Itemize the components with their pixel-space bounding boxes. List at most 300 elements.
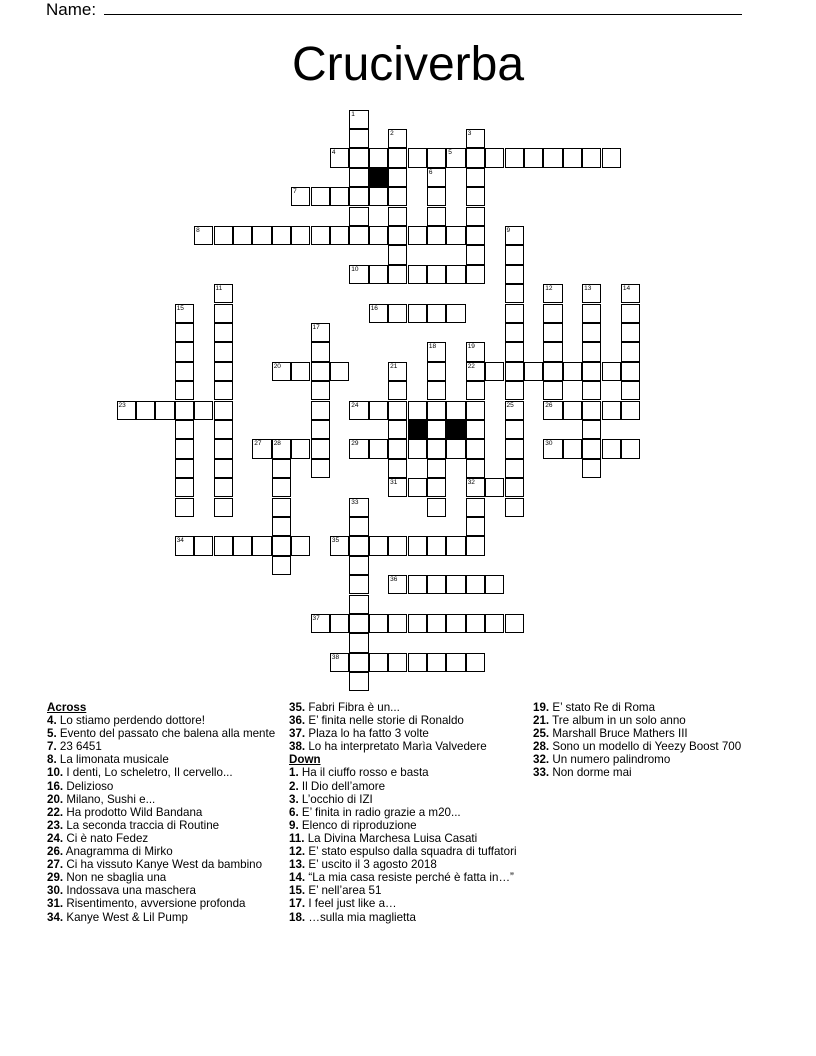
grid-cell[interactable]	[175, 498, 194, 517]
grid-cell[interactable]	[427, 148, 446, 167]
grid-cell[interactable]	[311, 381, 330, 400]
clue-number: 38.	[289, 740, 306, 754]
grid-cell[interactable]	[543, 401, 562, 420]
grid-cell[interactable]	[349, 653, 368, 672]
grid-cell[interactable]	[214, 226, 233, 245]
grid-cell[interactable]	[369, 401, 388, 420]
grid-cell[interactable]	[408, 478, 427, 497]
grid-cell[interactable]	[369, 265, 388, 284]
clues-column-1	[47, 701, 279, 924]
clue-text: Lo ha interpretato Marìa Valvedere	[305, 740, 487, 754]
grid-cell[interactable]	[388, 265, 407, 284]
grid-cell[interactable]	[349, 595, 368, 614]
grid-cell[interactable]	[446, 439, 465, 458]
grid-cell[interactable]	[272, 478, 291, 497]
page-title: Cruciverba	[291, 38, 525, 91]
grid-cell[interactable]	[330, 536, 349, 555]
grid-cell[interactable]	[466, 245, 485, 264]
grid-cell[interactable]	[543, 362, 562, 381]
grid-cell[interactable]	[388, 439, 407, 458]
grid-cell[interactable]	[214, 381, 233, 400]
grid-cell[interactable]	[408, 439, 427, 458]
grid-cell[interactable]	[524, 362, 543, 381]
grid-cell[interactable]	[311, 459, 330, 478]
grid-cell[interactable]	[621, 362, 640, 381]
grid-cell[interactable]	[505, 420, 524, 439]
grid-cell[interactable]	[427, 459, 446, 478]
grid-cell[interactable]	[369, 304, 388, 323]
grid-cell[interactable]	[311, 342, 330, 361]
clue-number: 12.	[289, 845, 306, 859]
grid-cell[interactable]	[349, 633, 368, 652]
clue	[289, 858, 527, 871]
grid-cell[interactable]	[214, 323, 233, 342]
grid-cell[interactable]	[369, 439, 388, 458]
grid-cell[interactable]	[349, 110, 368, 129]
grid-cell[interactable]	[388, 207, 407, 226]
clue-text: Un numero palindromo	[549, 753, 671, 767]
grid-cell[interactable]	[543, 381, 562, 400]
grid-cell[interactable]	[349, 187, 368, 206]
grid-cell[interactable]	[543, 439, 562, 458]
grid-cell[interactable]	[427, 498, 446, 517]
clue-text: Ha prodotto Wild Bandana	[63, 805, 203, 819]
clue-number: 28.	[533, 740, 550, 754]
grid-cell[interactable]	[582, 284, 601, 303]
grid-cell[interactable]	[349, 401, 368, 420]
grid-cell[interactable]	[446, 226, 465, 245]
grid-cell[interactable]	[388, 168, 407, 187]
grid-cell[interactable]	[272, 362, 291, 381]
grid-cell[interactable]	[485, 614, 504, 633]
grid-cell[interactable]	[466, 459, 485, 478]
grid-cell[interactable]	[369, 536, 388, 555]
grid-cell[interactable]	[175, 304, 194, 323]
clue-text: Indossava una maschera	[63, 884, 196, 898]
clue	[533, 753, 765, 766]
grid-cell[interactable]	[505, 362, 524, 381]
clue-number: 23	[118, 401, 126, 409]
crossword-grid	[117, 110, 641, 692]
grid-cell[interactable]	[466, 381, 485, 400]
clue-number: 31	[390, 479, 398, 487]
grid-cell[interactable]	[214, 420, 233, 439]
grid-cell[interactable]	[466, 148, 485, 167]
grid-cell[interactable]	[349, 672, 368, 691]
grid-cell[interactable]	[388, 187, 407, 206]
grid-cell[interactable]	[466, 575, 485, 594]
black-cell	[408, 420, 427, 439]
clue-text: “La mia casa resiste perché è fatta in…”	[305, 871, 514, 885]
clue-number: 10	[351, 265, 359, 273]
clue-number: 3.	[289, 792, 299, 806]
grid-cell[interactable]	[621, 284, 640, 303]
grid-cell[interactable]	[349, 498, 368, 517]
grid-cell[interactable]	[349, 207, 368, 226]
clue-number: 37	[312, 614, 320, 622]
grid-cell[interactable]	[349, 556, 368, 575]
grid-cell[interactable]	[602, 148, 621, 167]
grid-cell[interactable]	[272, 459, 291, 478]
grid-cell[interactable]	[214, 536, 233, 555]
grid-cell[interactable]	[349, 575, 368, 594]
grid-cell[interactable]	[505, 148, 524, 167]
grid-cell[interactable]	[175, 342, 194, 361]
grid-cell[interactable]	[427, 362, 446, 381]
grid-cell[interactable]	[136, 401, 155, 420]
grid-cell[interactable]	[466, 536, 485, 555]
clue	[47, 897, 279, 910]
grid-cell[interactable]	[543, 323, 562, 342]
grid-cell[interactable]	[621, 323, 640, 342]
grid-cell[interactable]	[543, 148, 562, 167]
grid-cell[interactable]	[543, 284, 562, 303]
clue-text: Non ne sbaglia una	[63, 871, 167, 885]
clue-number: 22.	[47, 805, 64, 819]
grid-cell[interactable]	[427, 653, 446, 672]
grid-cell[interactable]	[485, 478, 504, 497]
grid-cell[interactable]	[175, 420, 194, 439]
grid-cell[interactable]	[330, 226, 349, 245]
grid-cell[interactable]	[330, 614, 349, 633]
grid-cell[interactable]	[194, 401, 213, 420]
grid-cell[interactable]	[466, 498, 485, 517]
grid-cell[interactable]	[466, 420, 485, 439]
grid-cell[interactable]	[291, 536, 310, 555]
grid-cell[interactable]	[369, 187, 388, 206]
grid-cell[interactable]	[214, 304, 233, 323]
clue-number: 15	[176, 304, 184, 312]
black-cell	[369, 168, 388, 187]
grid-cell[interactable]	[427, 439, 446, 458]
grid-cell[interactable]	[388, 478, 407, 497]
grid-cell[interactable]	[466, 342, 485, 361]
grid-cell[interactable]	[272, 556, 291, 575]
grid-cell[interactable]	[214, 478, 233, 497]
grid-cell[interactable]	[408, 401, 427, 420]
grid-cell[interactable]	[388, 129, 407, 148]
grid-cell[interactable]	[349, 226, 368, 245]
clue-number: 9.	[289, 818, 299, 832]
grid-cell[interactable]	[505, 498, 524, 517]
grid-cell[interactable]	[175, 439, 194, 458]
grid-cell[interactable]	[388, 401, 407, 420]
grid-cell[interactable]	[330, 362, 349, 381]
grid-cell[interactable]	[369, 148, 388, 167]
grid-cell[interactable]	[582, 439, 601, 458]
grid-cell[interactable]	[621, 342, 640, 361]
grid-cell[interactable]	[582, 342, 601, 361]
clue	[47, 884, 279, 897]
grid-cell[interactable]	[427, 478, 446, 497]
grid-cell[interactable]	[427, 575, 446, 594]
name-line[interactable]	[104, 14, 742, 15]
grid-cell[interactable]	[349, 265, 368, 284]
grid-cell[interactable]	[446, 536, 465, 555]
grid-cell[interactable]	[505, 459, 524, 478]
grid-cell[interactable]	[388, 226, 407, 245]
grid-cell[interactable]	[621, 304, 640, 323]
grid-cell[interactable]	[427, 265, 446, 284]
grid-cell[interactable]	[194, 226, 213, 245]
grid-cell[interactable]	[602, 401, 621, 420]
clue-text: Non dorme mai	[549, 766, 632, 780]
grid-cell[interactable]	[330, 148, 349, 167]
clue-number: 25.	[533, 727, 550, 741]
grid-cell[interactable]	[602, 362, 621, 381]
grid-cell[interactable]	[524, 148, 543, 167]
grid-cell[interactable]	[388, 614, 407, 633]
grid-cell[interactable]	[330, 653, 349, 672]
clue-text: Plaza lo ha fatto 3 volte	[305, 727, 429, 741]
grid-cell[interactable]	[446, 148, 465, 167]
grid-cell[interactable]	[175, 381, 194, 400]
grid-cell[interactable]	[214, 459, 233, 478]
grid-cell[interactable]	[427, 304, 446, 323]
clue	[47, 753, 279, 766]
grid-cell[interactable]	[446, 265, 465, 284]
grid-cell[interactable]	[175, 362, 194, 381]
grid-cell[interactable]	[466, 168, 485, 187]
grid-cell[interactable]	[427, 614, 446, 633]
grid-cell[interactable]	[311, 226, 330, 245]
grid-cell[interactable]	[272, 517, 291, 536]
grid-cell[interactable]	[349, 439, 368, 458]
grid-cell[interactable]	[505, 265, 524, 284]
grid-cell[interactable]	[311, 323, 330, 342]
grid-cell[interactable]	[466, 362, 485, 381]
clue	[47, 740, 279, 753]
grid-cell[interactable]	[466, 653, 485, 672]
grid-cell[interactable]	[175, 459, 194, 478]
grid-cell[interactable]	[388, 304, 407, 323]
grid-cell[interactable]	[446, 614, 465, 633]
grid-cell[interactable]	[388, 459, 407, 478]
grid-cell[interactable]	[408, 226, 427, 245]
grid-cell[interactable]	[369, 226, 388, 245]
down-heading: Down	[289, 753, 321, 767]
clue-number: 5	[448, 149, 452, 157]
grid-cell[interactable]	[466, 187, 485, 206]
clue	[289, 819, 527, 832]
clue	[289, 780, 527, 793]
grid-cell[interactable]	[311, 420, 330, 439]
grid-cell[interactable]	[349, 536, 368, 555]
clue-text: Il Dio dell’amore	[298, 779, 386, 793]
grid-cell[interactable]	[505, 304, 524, 323]
grid-cell[interactable]	[466, 614, 485, 633]
grid-cell[interactable]	[388, 362, 407, 381]
grid-cell[interactable]	[505, 401, 524, 420]
grid-cell[interactable]	[563, 439, 582, 458]
grid-cell[interactable]	[272, 439, 291, 458]
grid-cell[interactable]	[582, 381, 601, 400]
grid-cell[interactable]	[427, 226, 446, 245]
clue-text: Milano, Sushi e...	[63, 792, 156, 806]
grid-cell[interactable]	[408, 575, 427, 594]
grid-cell[interactable]	[155, 401, 174, 420]
clue-number: 24.	[47, 831, 64, 845]
grid-cell[interactable]	[233, 226, 252, 245]
grid-cell[interactable]	[582, 304, 601, 323]
grid-cell[interactable]	[582, 323, 601, 342]
grid-cell[interactable]	[311, 362, 330, 381]
grid-cell[interactable]	[252, 439, 271, 458]
grid-cell[interactable]	[349, 614, 368, 633]
grid-cell[interactable]	[349, 148, 368, 167]
clue-number: 2.	[289, 779, 299, 793]
grid-cell[interactable]	[427, 207, 446, 226]
grid-cell[interactable]	[505, 342, 524, 361]
grid-cell[interactable]	[252, 226, 271, 245]
clue-number: 27	[254, 440, 262, 448]
grid-cell[interactable]	[466, 226, 485, 245]
grid-cell[interactable]	[621, 381, 640, 400]
grid-cell[interactable]	[175, 401, 194, 420]
grid-cell[interactable]	[543, 342, 562, 361]
clue-text: Marshall Bruce Mathers III	[549, 727, 688, 741]
grid-cell[interactable]	[446, 575, 465, 594]
grid-cell[interactable]	[214, 362, 233, 381]
grid-cell[interactable]	[621, 439, 640, 458]
clue	[533, 714, 765, 727]
grid-cell[interactable]	[388, 381, 407, 400]
grid-cell[interactable]	[369, 614, 388, 633]
clue-number: 30	[545, 440, 553, 448]
clue-number: 8.	[47, 753, 57, 767]
grid-cell[interactable]	[466, 265, 485, 284]
clue-number: 34	[176, 537, 184, 545]
grid-cell[interactable]	[194, 536, 213, 555]
clue-text: Ha il ciuffo rosso e basta	[298, 766, 429, 780]
grid-cell[interactable]	[466, 129, 485, 148]
grid-cell[interactable]	[427, 536, 446, 555]
grid-cell[interactable]	[427, 342, 446, 361]
grid-cell[interactable]	[311, 187, 330, 206]
grid-cell[interactable]	[214, 498, 233, 517]
grid-cell[interactable]	[582, 459, 601, 478]
grid-cell[interactable]	[485, 575, 504, 594]
grid-cell[interactable]	[214, 439, 233, 458]
grid-cell[interactable]	[582, 401, 601, 420]
grid-cell[interactable]	[466, 478, 485, 497]
grid-cell[interactable]	[291, 362, 310, 381]
clue	[47, 727, 279, 740]
grid-cell[interactable]	[427, 168, 446, 187]
grid-cell[interactable]	[272, 498, 291, 517]
grid-cell[interactable]	[272, 536, 291, 555]
grid-cell[interactable]	[175, 478, 194, 497]
grid-cell[interactable]	[252, 536, 271, 555]
grid-cell[interactable]	[563, 148, 582, 167]
grid-cell[interactable]	[602, 439, 621, 458]
grid-cell[interactable]	[582, 420, 601, 439]
grid-cell[interactable]	[505, 245, 524, 264]
clue	[47, 845, 279, 858]
grid-cell[interactable]	[543, 304, 562, 323]
grid-cell[interactable]	[388, 420, 407, 439]
grid-cell[interactable]	[466, 207, 485, 226]
grid-cell[interactable]	[388, 536, 407, 555]
clue	[47, 819, 279, 832]
grid-cell[interactable]	[388, 653, 407, 672]
grid-cell[interactable]	[349, 517, 368, 536]
grid-cell[interactable]	[408, 653, 427, 672]
grid-cell[interactable]	[621, 401, 640, 420]
grid-cell[interactable]	[214, 342, 233, 361]
grid-cell[interactable]	[291, 226, 310, 245]
grid-cell[interactable]	[427, 187, 446, 206]
clue-text: Anagramma di Mirko	[63, 845, 173, 859]
grid-cell[interactable]	[311, 401, 330, 420]
grid-cell[interactable]	[408, 614, 427, 633]
grid-cell[interactable]	[427, 381, 446, 400]
clue	[289, 727, 527, 740]
grid-cell[interactable]	[446, 401, 465, 420]
grid-cell[interactable]	[427, 401, 446, 420]
grid-cell[interactable]	[505, 323, 524, 342]
grid-cell[interactable]	[505, 381, 524, 400]
grid-cell[interactable]	[408, 304, 427, 323]
grid-cell[interactable]	[349, 168, 368, 187]
grid-cell[interactable]	[214, 401, 233, 420]
grid-cell[interactable]	[466, 439, 485, 458]
grid-cell[interactable]	[446, 653, 465, 672]
grid-cell[interactable]	[485, 148, 504, 167]
grid-cell[interactable]	[311, 614, 330, 633]
grid-cell[interactable]	[466, 517, 485, 536]
grid-cell[interactable]	[388, 148, 407, 167]
grid-cell[interactable]	[485, 362, 504, 381]
grid-cell[interactable]	[446, 304, 465, 323]
grid-cell[interactable]	[582, 362, 601, 381]
grid-cell[interactable]	[563, 362, 582, 381]
grid-cell[interactable]	[505, 614, 524, 633]
grid-cell[interactable]	[175, 323, 194, 342]
grid-cell[interactable]	[505, 284, 524, 303]
grid-cell[interactable]	[505, 226, 524, 245]
grid-cell[interactable]	[388, 245, 407, 264]
grid-cell[interactable]	[388, 575, 407, 594]
grid-cell[interactable]	[408, 148, 427, 167]
grid-cell[interactable]	[175, 536, 194, 555]
grid-cell[interactable]	[563, 401, 582, 420]
grid-cell[interactable]	[272, 226, 291, 245]
grid-cell[interactable]	[505, 439, 524, 458]
grid-cell[interactable]	[291, 187, 310, 206]
grid-cell[interactable]	[233, 536, 252, 555]
grid-cell[interactable]	[505, 478, 524, 497]
grid-cell[interactable]	[349, 129, 368, 148]
clue-number: 30.	[47, 884, 64, 898]
grid-cell[interactable]	[330, 187, 349, 206]
grid-cell[interactable]	[311, 439, 330, 458]
grid-cell[interactable]	[408, 265, 427, 284]
clue-text: E’ uscito il 3 agosto 2018	[305, 858, 437, 872]
clue-text: Sono un modello di Yeezy Boost 700	[549, 740, 742, 754]
grid-cell[interactable]	[466, 401, 485, 420]
grid-cell[interactable]	[291, 439, 310, 458]
grid-cell[interactable]	[117, 401, 136, 420]
grid-cell[interactable]	[369, 653, 388, 672]
grid-cell[interactable]	[427, 420, 446, 439]
grid-cell[interactable]	[214, 284, 233, 303]
grid-cell[interactable]	[408, 536, 427, 555]
clue-number: 35.	[289, 701, 306, 714]
grid-cell[interactable]	[582, 148, 601, 167]
down-list-continued	[533, 701, 765, 780]
clue-number: 27.	[47, 858, 64, 872]
